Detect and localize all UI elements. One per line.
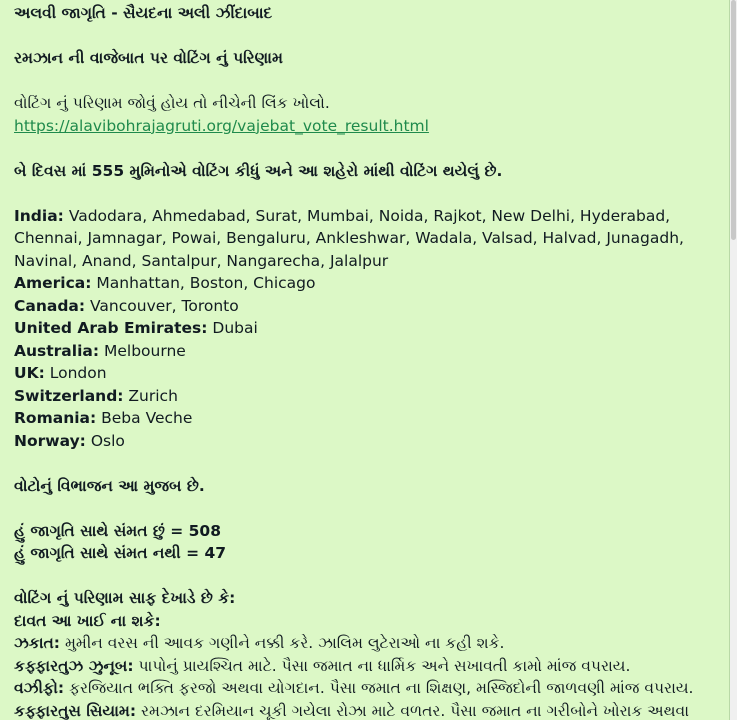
dues-desc: રમઝાન દરમિયાન ચૂકી ગયેલા રોઝા માટે વળતર. પૈસા જમાત ના ગરીબોને ખોરાક અથવા: [140, 701, 689, 720]
dues-list: [14, 632, 721, 720]
country-cities: Zurich: [128, 386, 178, 405]
result-link[interactable]: https://alavibohrajagruti.org/vajebat_vote_result.html: [14, 116, 429, 135]
country-row: [14, 430, 721, 453]
country-name: Canada:: [14, 296, 86, 315]
agree-count: હું જાગૃતિ સાથે સંમત છું = 508: [14, 521, 221, 540]
intro-line: વોટિંગ નું પરિણામ જોવું હોય તો નીચેની લિંક ખોલો.: [14, 94, 330, 112]
dues-desc: ફરજિયાત ભક્તિ ફરજો અથવા યોગદાન. પૈસા જમાત ના શિક્ષણ, મસ્જિદોની જાળવણી માંજ વપરાય.: [68, 679, 694, 697]
country-name: Australia:: [14, 341, 100, 360]
dues-term: કફ્ફારતુઝ ઝુનૂબ:: [14, 656, 134, 675]
country-row: [14, 362, 721, 385]
dues-desc: પાપોનું પ્રાયશ્ચિત માટે. પૈસા જમાત ના ધાર્મિક અને સખાવતી કામો માંજ વપરાય.: [138, 656, 631, 675]
scrollbar-thumb[interactable]: [731, 0, 736, 240]
country-name: India:: [14, 206, 64, 225]
dues-desc: મુમીન વરસ ની આવક ગણીને નક્કી કરે. ઝાલિમ લુટેરાઓ ના કહી શકે.: [64, 634, 505, 652]
country-cities: Manhattan, Boston, Chicago: [96, 274, 316, 292]
dawat-heading: દાવત આ ખાઈ ના શકે:: [14, 611, 161, 630]
country-cities: Beba Veche: [101, 409, 193, 427]
country-name: UK:: [14, 364, 45, 382]
country-cities: Melbourne: [104, 341, 186, 360]
country-row: [14, 340, 721, 363]
breakdown-heading: વોટોનું વિભાજન આ મુજબ છે.: [14, 476, 205, 495]
country-cities: Dubai: [212, 319, 258, 337]
message-title: અલવી જાગૃતિ - સૈયદના અલી ઝીંદાબાદ: [14, 4, 273, 22]
country-cities: Oslo: [90, 431, 125, 450]
country-row: [14, 385, 721, 408]
country-name: Romania:: [14, 409, 97, 427]
country-name: United Arab Emirates:: [14, 319, 208, 337]
summary-line: બે દિવસ માં 555 મુમિનોએ વોટિંગ કીધું અને આ શહેરો માંથી વોટિંગ થયેલું છે.: [14, 161, 503, 180]
country-name: America:: [14, 274, 92, 292]
disagree-count: હું જાગૃતિ સાથે સંમત નથી = 47: [14, 544, 227, 562]
country-row: [14, 295, 721, 318]
country-cities: Vadodara, Ahmedabad, Surat, Mumbai, Noida, Rajkot, New Delhi, Hyderabad, Chennai, Jamnagar, Powai, Bengaluru, Ankleshwar, Wadala, Valsad, Halvad, Junagadh, Navinal, Anand, Santalpur, Nangarecha, Jalalpur: [14, 206, 684, 270]
result-heading: વોટિંગ નું પરિણામ સાફ દેખાડે છે કે:: [14, 589, 236, 607]
country-list: [14, 205, 721, 453]
country-cities: Vancouver, Toronto: [90, 296, 239, 315]
dues-term: વઝીફો:: [14, 679, 65, 697]
country-row: [14, 205, 721, 273]
dues-item: [14, 700, 721, 720]
country-name: Switzerland:: [14, 386, 124, 405]
message-heading: રમઝાન ની વાજેબાત પર વોટિંગ નું પરિણામ: [14, 49, 283, 67]
dues-item: [14, 677, 721, 700]
dues-item: [14, 632, 721, 655]
country-row: [14, 407, 721, 430]
country-row: [14, 317, 721, 340]
dues-term: ઝકાત:: [14, 634, 61, 652]
scrollbar[interactable]: [730, 0, 737, 720]
dues-item: [14, 655, 721, 678]
country-row: [14, 272, 721, 295]
country-name: Norway:: [14, 431, 86, 450]
country-cities: London: [49, 364, 107, 382]
dues-term: કફ્ફારતુસ સિયામ:: [14, 701, 137, 720]
